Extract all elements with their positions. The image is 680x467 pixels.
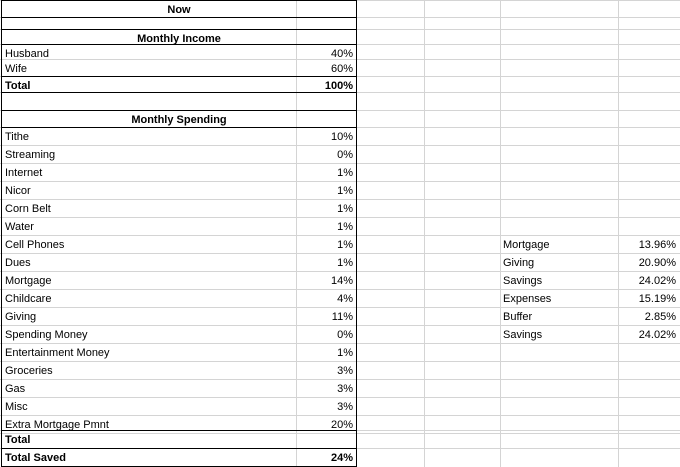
spending-value[interactable]: 1% xyxy=(337,221,353,233)
spending-label[interactable]: Internet xyxy=(5,167,43,179)
spending-value[interactable]: 0% xyxy=(337,149,353,161)
list-item xyxy=(0,236,680,254)
spending-label[interactable]: Dues xyxy=(5,257,31,269)
table-row xyxy=(0,199,680,218)
spending-value[interactable]: 1% xyxy=(337,185,353,197)
income-header[interactable]: Monthly Income xyxy=(137,33,221,45)
table-row xyxy=(0,163,680,182)
spending-value[interactable]: 20% xyxy=(330,419,353,431)
divider xyxy=(1,92,356,93)
total-saved-label[interactable]: Total Saved xyxy=(5,452,66,464)
total-saved-row xyxy=(0,448,680,467)
spending-value[interactable]: 4% xyxy=(337,293,353,305)
spending-label[interactable]: Misc xyxy=(5,401,28,413)
spending-value[interactable]: 1% xyxy=(337,203,353,215)
income-label[interactable]: Wife xyxy=(5,63,27,75)
summary-value[interactable]: 24.02% xyxy=(638,275,676,287)
spending-value[interactable]: 1% xyxy=(337,257,353,269)
summary-value[interactable]: 2.85% xyxy=(644,311,676,323)
spending-label[interactable]: Nicor xyxy=(5,185,31,197)
spending-value[interactable]: 3% xyxy=(337,365,353,377)
summary-label[interactable]: Mortgage xyxy=(503,239,550,251)
list-item xyxy=(0,272,680,290)
spending-value[interactable]: 14% xyxy=(330,275,353,287)
table-row xyxy=(0,361,680,380)
divider xyxy=(1,17,356,18)
summary-value[interactable]: 20.90% xyxy=(638,257,676,269)
income-total-label[interactable]: Total xyxy=(5,80,31,92)
summary-label[interactable]: Expenses xyxy=(503,293,552,305)
spending-label[interactable]: Corn Belt xyxy=(5,203,51,215)
list-item xyxy=(0,326,680,344)
summary-value[interactable]: 15.19% xyxy=(638,293,676,305)
divider xyxy=(1,430,356,431)
spending-label[interactable]: Spending Money xyxy=(5,329,88,341)
total-saved-value[interactable]: 24% xyxy=(330,452,353,464)
spending-value[interactable]: 10% xyxy=(330,131,353,143)
spending-label[interactable]: Childcare xyxy=(5,293,52,305)
summary-value[interactable]: 24.02% xyxy=(638,329,676,341)
spending-label[interactable]: Entertainment Money xyxy=(5,347,110,359)
spending-value[interactable]: 1% xyxy=(337,239,353,251)
spending-header[interactable]: Monthly Spending xyxy=(131,114,227,126)
list-item xyxy=(0,308,680,326)
divider xyxy=(1,76,356,77)
table-row xyxy=(0,181,680,200)
income-total-value[interactable]: 100% xyxy=(324,80,353,92)
spending-label[interactable]: Giving xyxy=(5,311,37,323)
divider xyxy=(1,110,356,111)
list-item xyxy=(0,254,680,272)
list-item xyxy=(0,290,680,308)
summary-label[interactable]: Savings xyxy=(503,275,543,287)
spending-label[interactable]: Tithe xyxy=(5,131,30,143)
table-row xyxy=(0,217,680,236)
spending-label[interactable]: Groceries xyxy=(5,365,53,377)
spending-label[interactable]: Extra Mortgage Pmnt xyxy=(5,419,109,431)
divider xyxy=(1,44,356,45)
divider xyxy=(1,127,356,128)
income-value[interactable]: 40% xyxy=(330,48,353,60)
spending-value[interactable]: 1% xyxy=(337,347,353,359)
divider xyxy=(1,448,356,449)
table-row xyxy=(0,379,680,398)
spending-total-label[interactable]: Total xyxy=(5,434,31,446)
table-row xyxy=(0,145,680,164)
summary-value[interactable]: 13.96% xyxy=(638,239,676,251)
table-row xyxy=(0,127,680,146)
spending-value[interactable]: 3% xyxy=(337,383,353,395)
spending-value[interactable]: 3% xyxy=(337,401,353,413)
summary-label[interactable]: Buffer xyxy=(503,311,533,323)
table-row xyxy=(0,343,680,362)
spending-label[interactable]: Cell Phones xyxy=(5,239,65,251)
sheet-title[interactable]: Now xyxy=(167,4,191,16)
spending-total-row xyxy=(0,430,680,449)
income-label[interactable]: Husband xyxy=(5,48,50,60)
table-row xyxy=(0,397,680,416)
spending-value[interactable]: 0% xyxy=(337,329,353,341)
spending-label[interactable]: Gas xyxy=(5,383,26,395)
summary-label[interactable]: Savings xyxy=(503,329,543,341)
income-value[interactable]: 60% xyxy=(330,63,353,75)
spending-total-value[interactable] xyxy=(297,431,356,449)
spending-label[interactable]: Streaming xyxy=(5,149,56,161)
spending-label[interactable]: Mortgage xyxy=(5,275,52,287)
divider xyxy=(1,29,356,30)
summary-label[interactable]: Giving xyxy=(503,257,535,269)
spending-label[interactable]: Water xyxy=(5,221,34,233)
spending-value[interactable]: 1% xyxy=(337,167,353,179)
spending-value[interactable]: 11% xyxy=(331,311,353,323)
